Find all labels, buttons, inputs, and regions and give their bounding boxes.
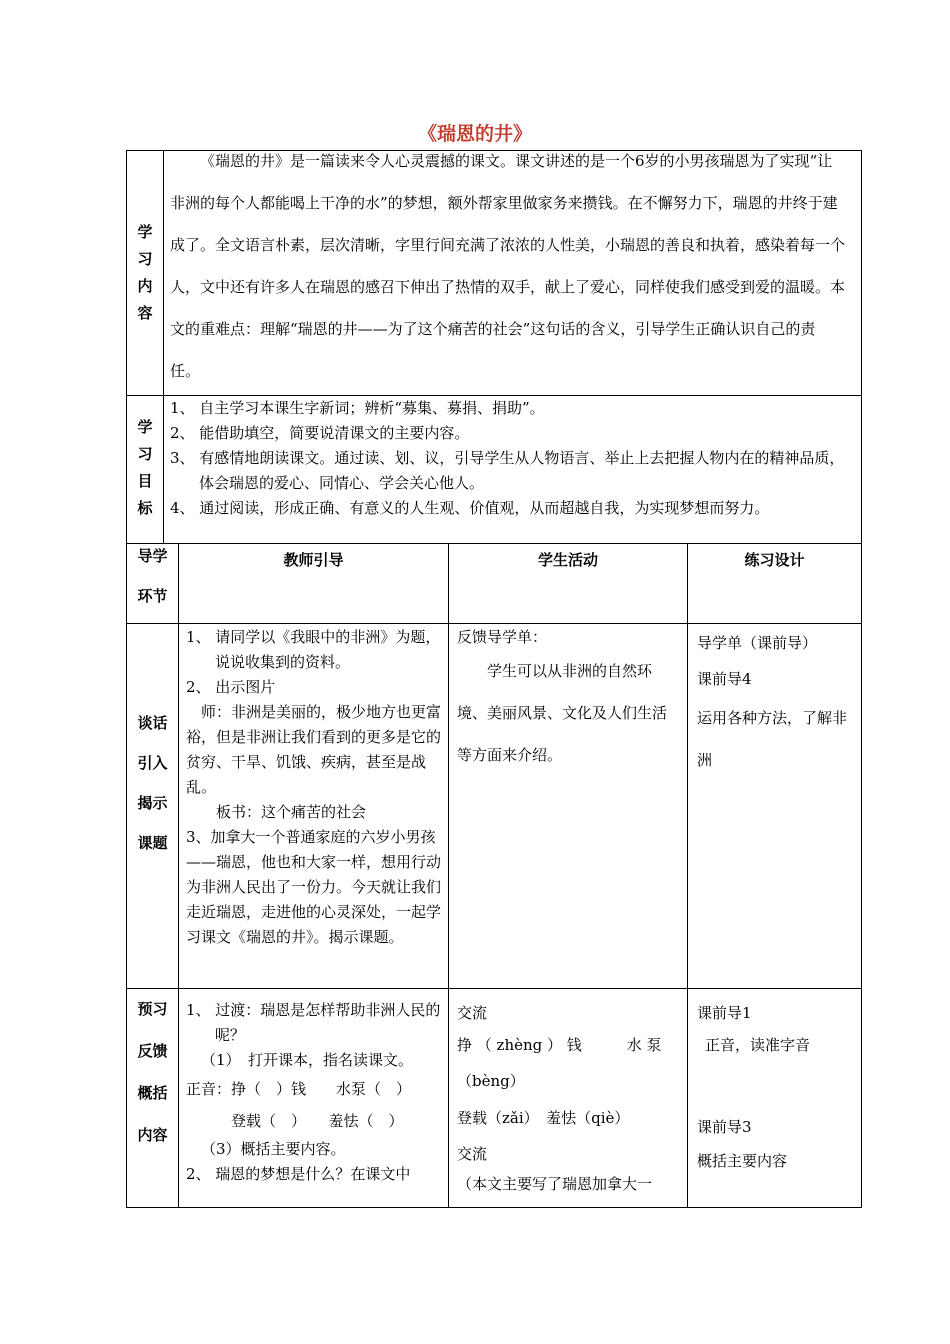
student-line: 登载（zǎi） 羞怯（qiè） xyxy=(457,1109,630,1127)
practice-line: 课前导3 xyxy=(697,1118,752,1136)
teacher-line: 2、 瑞恩的梦想是什么？在课文中 xyxy=(186,1165,411,1183)
teacher-line: 登载（ ） 羞怯（ ） xyxy=(186,1112,404,1130)
content-text-cell xyxy=(170,140,845,392)
content-label: 学 习 内 容 xyxy=(137,223,153,322)
row1-teacher-cell xyxy=(186,625,444,950)
practice-line: 导学单（课前导） xyxy=(697,634,818,652)
practice-line: 运用各种方法，了解非洲 xyxy=(697,709,848,769)
teacher-line: （1） 打开课本，指名读课文。 xyxy=(201,1051,414,1069)
header-teacher: 教师引导 xyxy=(283,551,344,569)
practice-line: 正音，读准字音 xyxy=(705,1036,811,1054)
teacher-line: 正音：挣（ ）钱 水泵（ ） xyxy=(186,1080,412,1098)
student-line: 反馈导学单： xyxy=(457,628,548,646)
row2-label: 预习 反馈 概括 内容 xyxy=(137,1000,168,1144)
teacher-line: 师：非洲是美丽的，极少地方也更富裕，但是非洲让我们看到的更多是它的贫穷、干旱、饥饿、疾病，甚至是战乱。 xyxy=(186,703,442,796)
goals-label: 学 习 目 标 xyxy=(137,418,153,517)
student-line: 交流 xyxy=(457,1145,488,1163)
row1-label: 谈话 引入 揭示 课题 xyxy=(137,714,168,852)
row2-student-cell xyxy=(457,998,681,1197)
student-line: （本文主要写了瑞恩加拿大一 xyxy=(457,1175,653,1193)
teacher-line: 板书：这个痛苦的社会 xyxy=(216,803,367,821)
teacher-line: 1、 请同学以《我眼中的非洲》为题，说说收集到的资料。 xyxy=(186,628,441,671)
row2-practice-cell xyxy=(697,998,857,1178)
student-line: 交流 xyxy=(457,1004,488,1022)
row2-teacher-cell xyxy=(186,998,444,1187)
goal-item: 4、 通过阅读，形成正确、有意义的人生观、价值观，从而超越自我，为实现梦想而努力。 xyxy=(170,499,770,517)
teacher-line: 2、 出示图片 xyxy=(186,678,276,696)
goal-item: 2、 能借助填空，简要说清课文的主要内容。 xyxy=(170,424,470,442)
student-line: 挣 （ zhèng ） 钱 水 泵 xyxy=(457,1036,662,1054)
header-practice: 练习设计 xyxy=(744,551,805,569)
teacher-line: 1、 过渡：瑞恩是怎样帮助非洲人民的呢？ xyxy=(186,1001,441,1044)
practice-line: 概括主要内容 xyxy=(697,1152,788,1170)
practice-line: 课前导1 xyxy=(697,1004,752,1022)
student-line: 学生可以从非洲的自然环境、美丽风景、文化及人们生活等方面来介绍。 xyxy=(457,662,668,764)
header-student: 学生活动 xyxy=(537,551,598,569)
goal-item: 3、 有感情地朗读课文。通过读、划、议，引导学生从人物语言、举止上去把握人物内在的精神品质，体会瑞恩的爱心、同情心、学会关心他人。 xyxy=(170,449,845,492)
row1-practice-cell xyxy=(697,625,857,781)
teacher-line: （3）概括主要内容。 xyxy=(201,1140,346,1158)
practice-line: 课前导4 xyxy=(697,670,752,688)
goal-item: 1、 自主学习本课生字新词；辨析“募集、募捐、捐助”。 xyxy=(170,399,545,417)
student-line: （bèng） xyxy=(457,1072,525,1090)
teacher-line: 3、加拿大一个普通家庭的六岁小男孩——瑞恩，他也和大家一样，想用行动为非洲人民出了一份力。今天就让我们走近瑞恩，走进他的心灵深处，一起学习课文《瑞恩的井》。揭示课题。 xyxy=(186,828,442,946)
row1-student-cell xyxy=(457,625,681,776)
header-stage: 导学 环节 xyxy=(137,547,168,605)
content-paragraph: 《瑞恩的井》是一篇读来令人心灵震撼的课文。课文讲述的是一个6岁的小男孩瑞恩为了实现“让非洲的每个人都能喝上干净的水”的梦想，额外帮家里做家务来攒钱。在不懈努力下，瑞恩的井终于建成了。全文语言朴素，层次清晰，字里行间充满了浓浓的人性美，小瑞恩的善良和执着，感染着每一个人，文中还有许多人在瑞恩的感召下伸出了热情的双手，献上了爱心，同样使我们感受到爱的温暖。本文的重难点：理解“瑞恩的井——为了这个痛苦的社会”这句话的含义，引导学生正确认识自己的责任。 xyxy=(170,152,846,380)
page-title: 《瑞恩的井》 xyxy=(417,123,532,145)
goals-cell xyxy=(170,396,845,521)
